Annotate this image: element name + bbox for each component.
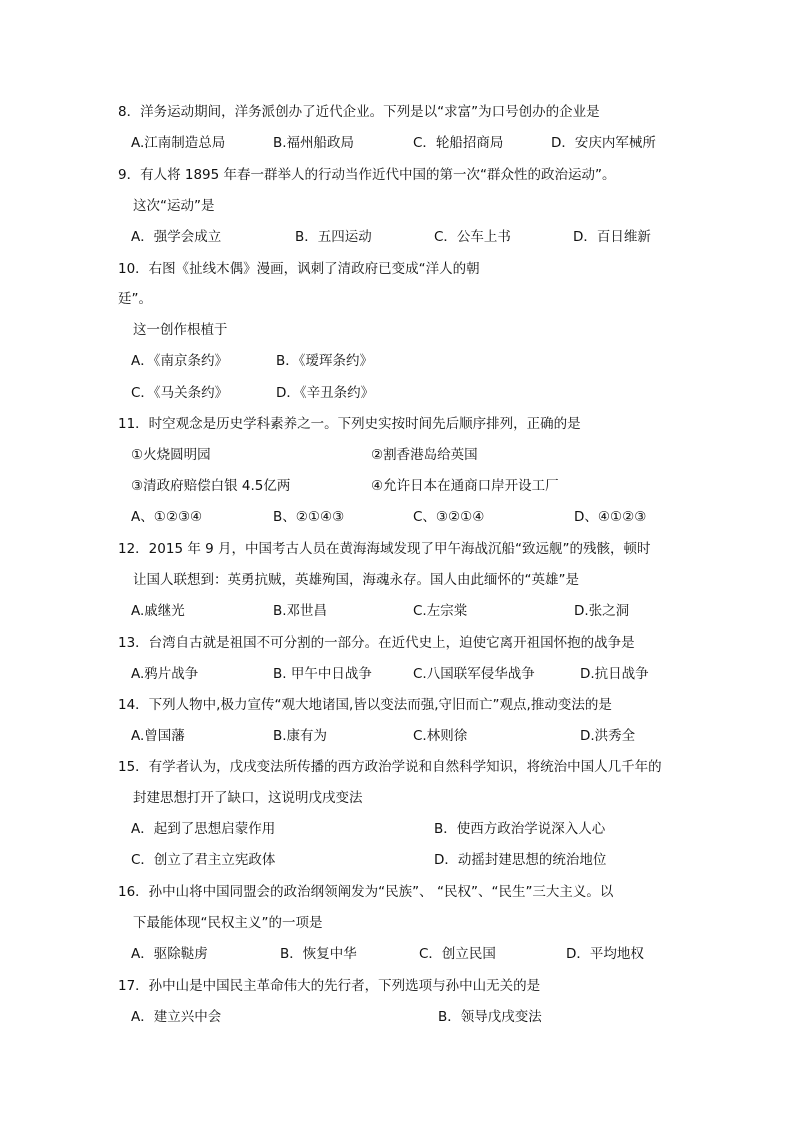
question-9-stem: 9．有人将 1895 年春一群举人的行动当作近代中国的第一次“群众性的政治运动”。 — [118, 167, 616, 183]
question-16-stem-cont: 下最能体现“民权主义”的一项是 — [133, 915, 323, 931]
q9-option-c: C．公车上书 — [434, 229, 511, 245]
q14-option-d: D.洪秀全 — [580, 728, 636, 744]
q8-option-d: D．安庆内军械所 — [551, 135, 656, 151]
q12-option-a: A.戚继光 — [131, 603, 185, 619]
q8-option-a: A.江南制造总局 — [131, 135, 226, 151]
question-14-stem: 14．下列人物中,极力宣传“观大地诸国,皆以变法而强,守旧而亡”观点,推动变法的是 — [118, 697, 612, 713]
q8-option-b: B.福州船政局 — [273, 135, 355, 151]
q12-option-c: C.左宗棠 — [413, 603, 468, 619]
q9-option-b: B．五四运动 — [295, 229, 372, 245]
q12-option-d: D.张之洞 — [574, 603, 630, 619]
question-15-stem-cont: 封建思想打开了缺口，这说明戊戌变法 — [133, 790, 363, 806]
question-10-stem: 10．右图《扯线木偶》漫画，讽刺了清政府已变成“洋人的朝 — [118, 261, 480, 277]
question-12-stem-cont: 让国人联想到：英勇抗贼，英雄殉国，海魂永存。国人由此缅怀的“英雄”是 — [133, 572, 579, 588]
q11-item-2: ②割香港岛给英国 — [371, 447, 478, 463]
q10-option-c: C．《马关条约》 — [131, 385, 229, 401]
q11-item-4: ④允许日本在通商口岸开设工厂 — [371, 478, 559, 494]
q11-option-a: A、①②③④ — [131, 509, 203, 525]
q11-item-1: ①火烧圆明园 — [131, 447, 211, 463]
q14-option-c: C.林则徐 — [413, 728, 468, 744]
q13-option-c: C.八国联军侵华战争 — [413, 666, 535, 682]
q10-option-a: A．《南京条约》 — [131, 353, 228, 369]
question-9-stem-cont: 这次“运动”是 — [133, 198, 215, 214]
question-10-stem-cont-2: 这一创作根植于 — [133, 322, 228, 338]
q12-option-b: B.邓世昌 — [273, 603, 328, 619]
q16-option-a: A．驱除鞑虏 — [131, 946, 208, 962]
q16-option-b: B．恢复中华 — [280, 946, 357, 962]
q11-option-d: D、④①②③ — [574, 509, 647, 525]
q9-option-d: D．百日维新 — [573, 229, 651, 245]
q13-option-d: D.抗日战争 — [580, 666, 649, 682]
question-15-stem: 15．有学者认为，戊戌变法所传播的西方政治学说和自然科学知识，将统治中国人几千年的 — [118, 759, 662, 775]
question-17-stem: 17．孙中山是中国民主革命伟大的先行者，下列选项与孙中山无关的是 — [118, 978, 541, 994]
q9-option-a: A．强学会成立 — [131, 229, 222, 245]
q14-option-a: A.曾国藩 — [131, 728, 185, 744]
q16-option-d: D．平均地权 — [566, 946, 644, 962]
question-12-stem: 12．2015 年 9 月，中国考古人员在黄海海域发现了甲午海战沉船“致远舰”的残骸，顿时 — [118, 541, 651, 557]
q11-item-3: ③清政府赔偿白银 4.5亿两 — [131, 478, 291, 494]
q13-option-b: B. 甲午中日战争 — [273, 666, 372, 682]
q17-option-a: A．建立兴中会 — [131, 1009, 222, 1025]
question-13-stem: 13．台湾自古就是祖国不可分割的一部分。在近代史上，迫使它离开祖国怀抱的战争是 — [118, 635, 635, 651]
q11-option-c: C、③②①④ — [413, 509, 485, 525]
q15-option-c: C．创立了君主立宪政体 — [131, 852, 276, 868]
q17-option-b: B．领导戊戌变法 — [438, 1009, 542, 1025]
q15-option-a: A．起到了思想启蒙作用 — [131, 821, 276, 837]
q15-option-b: B．使西方政治学说深入人心 — [434, 821, 606, 837]
question-11-stem: 11．时空观念是历史学科素养之一。下列史实按时间先后顺序排列，正确的是 — [118, 416, 581, 432]
q8-option-c: C．轮船招商局 — [413, 135, 504, 151]
q11-option-b: B、②①④③ — [273, 509, 345, 525]
q13-option-a: A.鸦片战争 — [131, 666, 199, 682]
q10-option-b: B．《瑷珲条约》 — [276, 353, 374, 369]
q15-option-d: D．动摇封建思想的统治地位 — [434, 852, 607, 868]
question-8-stem: 8．洋务运动期间，洋务派创办了近代企业。下列是以“求富”为口号创办的企业是 — [118, 104, 600, 120]
question-16-stem: 16．孙中山将中国同盟会的政治纲领阐发为“民族”、 “民权”、“民生”三大主义。以 — [118, 884, 614, 900]
q14-option-b: B.康有为 — [273, 728, 328, 744]
question-10-stem-cont: 廷”。 — [118, 291, 152, 307]
q10-option-d: D．《辛丑条约》 — [276, 385, 375, 401]
q16-option-c: C．创立民国 — [419, 946, 496, 962]
